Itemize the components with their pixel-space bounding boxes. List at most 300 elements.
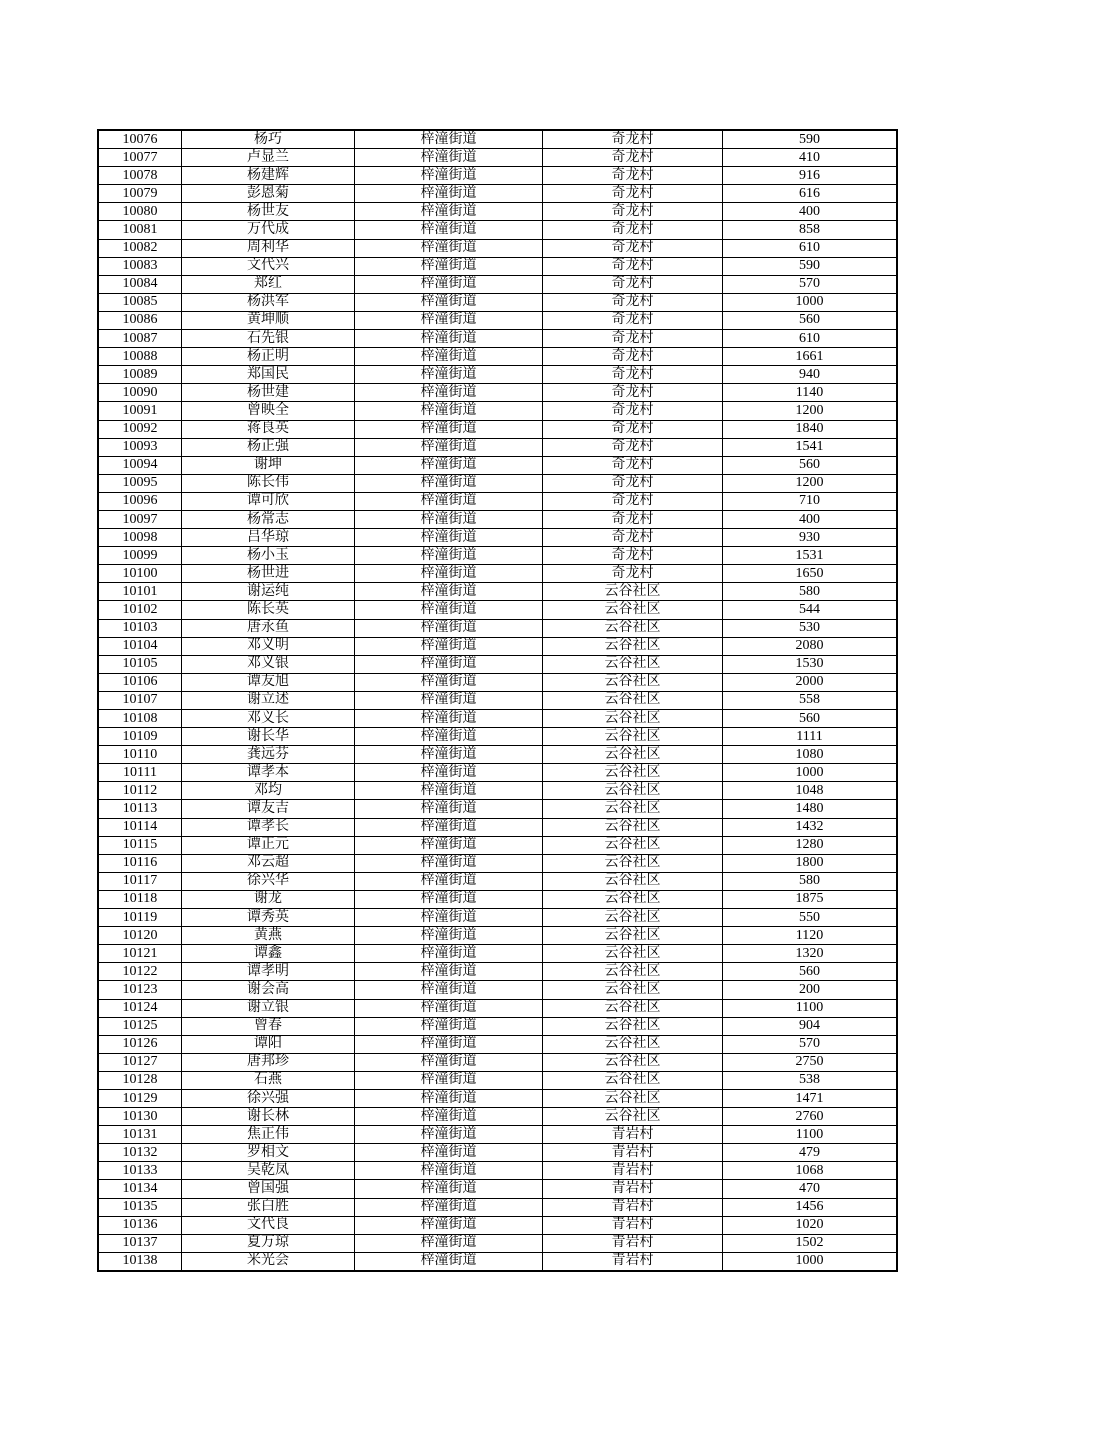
- table-row: [98, 1234, 897, 1252]
- street-cell: 梓潼街道: [355, 710, 543, 728]
- village-cell: 青岩村: [543, 1234, 723, 1252]
- village-cell: 奇龙村: [543, 330, 723, 348]
- street-cell: 梓潼街道: [355, 149, 543, 167]
- amount-cell: 1502: [723, 1234, 898, 1252]
- name-cell: 焦正伟: [182, 1126, 355, 1144]
- street-cell: 梓潼街道: [355, 764, 543, 782]
- id-cell: 10086: [98, 311, 182, 329]
- village-cell: 青岩村: [543, 1252, 723, 1271]
- id-cell: 10132: [98, 1144, 182, 1162]
- id-cell: 10138: [98, 1252, 182, 1271]
- amount-cell: 570: [723, 275, 898, 293]
- name-cell: 卢显兰: [182, 149, 355, 167]
- amount-cell: 560: [723, 963, 898, 981]
- street-cell: 梓潼街道: [355, 836, 543, 854]
- name-cell: 谢长林: [182, 1108, 355, 1126]
- name-cell: 谢运纯: [182, 583, 355, 601]
- table-row: [98, 420, 897, 438]
- name-cell: 米光会: [182, 1252, 355, 1271]
- table-row: [98, 239, 897, 257]
- village-cell: 奇龙村: [543, 257, 723, 275]
- street-cell: 梓潼街道: [355, 963, 543, 981]
- table-row: [98, 529, 897, 547]
- id-cell: 10125: [98, 1017, 182, 1035]
- name-cell: 罗相文: [182, 1144, 355, 1162]
- amount-cell: 560: [723, 311, 898, 329]
- name-cell: 杨世进: [182, 565, 355, 583]
- street-cell: 梓潼街道: [355, 474, 543, 492]
- id-cell: 10120: [98, 927, 182, 945]
- id-cell: 10081: [98, 221, 182, 239]
- id-cell: 10101: [98, 583, 182, 601]
- street-cell: 梓潼街道: [355, 1017, 543, 1035]
- amount-cell: 1320: [723, 945, 898, 963]
- table-row: [98, 782, 897, 800]
- table-row: [98, 836, 897, 854]
- id-cell: 10094: [98, 456, 182, 474]
- amount-cell: 400: [723, 510, 898, 528]
- amount-cell: 616: [723, 185, 898, 203]
- street-cell: 梓潼街道: [355, 239, 543, 257]
- amount-cell: 1200: [723, 474, 898, 492]
- name-cell: 唐邦珍: [182, 1053, 355, 1071]
- street-cell: 梓潼街道: [355, 203, 543, 221]
- table-row: [98, 167, 897, 185]
- id-cell: 10090: [98, 384, 182, 402]
- name-cell: 谢龙: [182, 890, 355, 908]
- id-cell: 10123: [98, 981, 182, 999]
- street-cell: 梓潼街道: [355, 1126, 543, 1144]
- village-cell: 云谷社区: [543, 999, 723, 1017]
- street-cell: 梓潼街道: [355, 185, 543, 203]
- amount-cell: 1530: [723, 655, 898, 673]
- village-cell: 青岩村: [543, 1216, 723, 1234]
- street-cell: 梓潼街道: [355, 746, 543, 764]
- village-cell: 奇龙村: [543, 221, 723, 239]
- amount-cell: 560: [723, 710, 898, 728]
- table-row: [98, 203, 897, 221]
- name-cell: 周利华: [182, 239, 355, 257]
- name-cell: 唐永鱼: [182, 619, 355, 637]
- village-cell: 云谷社区: [543, 764, 723, 782]
- street-cell: 梓潼街道: [355, 655, 543, 673]
- amount-cell: 1456: [723, 1198, 898, 1216]
- street-cell: 梓潼街道: [355, 221, 543, 239]
- table-row: [98, 1216, 897, 1234]
- table-row: [98, 149, 897, 167]
- name-cell: 郑红: [182, 275, 355, 293]
- village-cell: 云谷社区: [543, 583, 723, 601]
- name-cell: 谭友吉: [182, 800, 355, 818]
- street-cell: 梓潼街道: [355, 456, 543, 474]
- street-cell: 梓潼街道: [355, 402, 543, 420]
- name-cell: 谭孝明: [182, 963, 355, 981]
- village-cell: 奇龙村: [543, 293, 723, 311]
- street-cell: 梓潼街道: [355, 854, 543, 872]
- name-cell: 谭鑫: [182, 945, 355, 963]
- amount-cell: 479: [723, 1144, 898, 1162]
- amount-cell: 580: [723, 872, 898, 890]
- street-cell: 梓潼街道: [355, 1071, 543, 1089]
- village-cell: 云谷社区: [543, 1089, 723, 1107]
- amount-cell: 1140: [723, 384, 898, 402]
- name-cell: 谢立述: [182, 691, 355, 709]
- id-cell: 10118: [98, 890, 182, 908]
- street-cell: 梓潼街道: [355, 1252, 543, 1271]
- id-cell: 10109: [98, 728, 182, 746]
- village-cell: 云谷社区: [543, 890, 723, 908]
- village-cell: 云谷社区: [543, 782, 723, 800]
- table-row: [98, 1162, 897, 1180]
- id-cell: 10135: [98, 1198, 182, 1216]
- village-cell: 青岩村: [543, 1126, 723, 1144]
- street-cell: 梓潼街道: [355, 1198, 543, 1216]
- id-cell: 10100: [98, 565, 182, 583]
- village-cell: 奇龙村: [543, 456, 723, 474]
- street-cell: 梓潼街道: [355, 492, 543, 510]
- village-cell: 奇龙村: [543, 529, 723, 547]
- table-row: [98, 547, 897, 565]
- id-cell: 10077: [98, 149, 182, 167]
- street-cell: 梓潼街道: [355, 619, 543, 637]
- amount-cell: 2750: [723, 1053, 898, 1071]
- id-cell: 10133: [98, 1162, 182, 1180]
- village-cell: 奇龙村: [543, 130, 723, 149]
- amount-cell: 538: [723, 1071, 898, 1089]
- table-row: [98, 728, 897, 746]
- name-cell: 杨巧: [182, 130, 355, 149]
- table-row: [98, 492, 897, 510]
- amount-cell: 410: [723, 149, 898, 167]
- village-cell: 奇龙村: [543, 492, 723, 510]
- village-cell: 云谷社区: [543, 1017, 723, 1035]
- table-row: [98, 130, 897, 149]
- street-cell: 梓潼街道: [355, 366, 543, 384]
- id-cell: 10095: [98, 474, 182, 492]
- id-cell: 10129: [98, 1089, 182, 1107]
- street-cell: 梓潼街道: [355, 275, 543, 293]
- id-cell: 10128: [98, 1071, 182, 1089]
- name-cell: 杨常志: [182, 510, 355, 528]
- id-cell: 10110: [98, 746, 182, 764]
- amount-cell: 2000: [723, 673, 898, 691]
- name-cell: 彭恩菊: [182, 185, 355, 203]
- table-row: [98, 1089, 897, 1107]
- id-cell: 10088: [98, 348, 182, 366]
- table-row: [98, 474, 897, 492]
- table-row: [98, 510, 897, 528]
- name-cell: 邓义银: [182, 655, 355, 673]
- name-cell: 谭友旭: [182, 673, 355, 691]
- amount-cell: 2080: [723, 637, 898, 655]
- id-cell: 10111: [98, 764, 182, 782]
- table-row: [98, 945, 897, 963]
- name-cell: 邓均: [182, 782, 355, 800]
- id-cell: 10116: [98, 854, 182, 872]
- id-cell: 10087: [98, 330, 182, 348]
- id-cell: 10084: [98, 275, 182, 293]
- name-cell: 邓云超: [182, 854, 355, 872]
- village-cell: 云谷社区: [543, 728, 723, 746]
- table-row: [98, 1180, 897, 1198]
- village-cell: 云谷社区: [543, 710, 723, 728]
- name-cell: 吴乾凤: [182, 1162, 355, 1180]
- village-cell: 奇龙村: [543, 149, 723, 167]
- id-cell: 10098: [98, 529, 182, 547]
- amount-cell: 400: [723, 203, 898, 221]
- amount-cell: 590: [723, 130, 898, 149]
- amount-cell: 1480: [723, 800, 898, 818]
- street-cell: 梓潼街道: [355, 1053, 543, 1071]
- amount-cell: 1120: [723, 927, 898, 945]
- id-cell: 10136: [98, 1216, 182, 1234]
- name-cell: 谭可欣: [182, 492, 355, 510]
- id-cell: 10091: [98, 402, 182, 420]
- table-row: [98, 348, 897, 366]
- amount-cell: 570: [723, 1035, 898, 1053]
- street-cell: 梓潼街道: [355, 945, 543, 963]
- name-cell: 曾映全: [182, 402, 355, 420]
- street-cell: 梓潼街道: [355, 510, 543, 528]
- table-row: [98, 221, 897, 239]
- id-cell: 10076: [98, 130, 182, 149]
- name-cell: 曾国强: [182, 1180, 355, 1198]
- id-cell: 10092: [98, 420, 182, 438]
- id-cell: 10102: [98, 601, 182, 619]
- amount-cell: 710: [723, 492, 898, 510]
- amount-cell: 1020: [723, 1216, 898, 1234]
- amount-cell: 1080: [723, 746, 898, 764]
- table-row: [98, 1035, 897, 1053]
- street-cell: 梓潼街道: [355, 691, 543, 709]
- table-row: [98, 257, 897, 275]
- village-cell: 云谷社区: [543, 637, 723, 655]
- amount-cell: 858: [723, 221, 898, 239]
- name-cell: 石先银: [182, 330, 355, 348]
- street-cell: 梓潼街道: [355, 311, 543, 329]
- id-cell: 10119: [98, 909, 182, 927]
- street-cell: 梓潼街道: [355, 890, 543, 908]
- village-cell: 云谷社区: [543, 800, 723, 818]
- id-cell: 10134: [98, 1180, 182, 1198]
- name-cell: 谢会高: [182, 981, 355, 999]
- id-cell: 10104: [98, 637, 182, 655]
- name-cell: 谢长华: [182, 728, 355, 746]
- street-cell: 梓潼街道: [355, 1216, 543, 1234]
- table-row: [98, 601, 897, 619]
- amount-cell: 2760: [723, 1108, 898, 1126]
- id-cell: 10080: [98, 203, 182, 221]
- id-cell: 10103: [98, 619, 182, 637]
- name-cell: 杨建辉: [182, 167, 355, 185]
- street-cell: 梓潼街道: [355, 438, 543, 456]
- street-cell: 梓潼街道: [355, 800, 543, 818]
- amount-cell: 610: [723, 330, 898, 348]
- street-cell: 梓潼街道: [355, 1180, 543, 1198]
- street-cell: 梓潼街道: [355, 130, 543, 149]
- id-cell: 10097: [98, 510, 182, 528]
- village-cell: 奇龙村: [543, 474, 723, 492]
- village-cell: 云谷社区: [543, 909, 723, 927]
- amount-cell: 1100: [723, 1126, 898, 1144]
- table-row: [98, 710, 897, 728]
- amount-cell: 1875: [723, 890, 898, 908]
- table-row: [98, 963, 897, 981]
- name-cell: 吕华琼: [182, 529, 355, 547]
- table-row: [98, 456, 897, 474]
- amount-cell: 544: [723, 601, 898, 619]
- name-cell: 黄燕: [182, 927, 355, 945]
- village-cell: 云谷社区: [543, 1108, 723, 1126]
- name-cell: 谭阳: [182, 1035, 355, 1053]
- table-row: [98, 619, 897, 637]
- table-row: [98, 1108, 897, 1126]
- id-cell: 10085: [98, 293, 182, 311]
- name-cell: 谭秀英: [182, 909, 355, 927]
- village-cell: 云谷社区: [543, 963, 723, 981]
- village-cell: 云谷社区: [543, 945, 723, 963]
- village-cell: 云谷社区: [543, 927, 723, 945]
- street-cell: 梓潼街道: [355, 583, 543, 601]
- name-cell: 文代良: [182, 1216, 355, 1234]
- street-cell: 梓潼街道: [355, 167, 543, 185]
- village-cell: 奇龙村: [543, 420, 723, 438]
- id-cell: 10115: [98, 836, 182, 854]
- street-cell: 梓潼街道: [355, 257, 543, 275]
- street-cell: 梓潼街道: [355, 981, 543, 999]
- id-cell: 10096: [98, 492, 182, 510]
- street-cell: 梓潼街道: [355, 637, 543, 655]
- amount-cell: 560: [723, 456, 898, 474]
- village-cell: 奇龙村: [543, 348, 723, 366]
- table-row: [98, 565, 897, 583]
- table-row: [98, 185, 897, 203]
- street-cell: 梓潼街道: [355, 1089, 543, 1107]
- village-cell: 云谷社区: [543, 691, 723, 709]
- village-cell: 青岩村: [543, 1144, 723, 1162]
- amount-cell: 1432: [723, 818, 898, 836]
- village-cell: 云谷社区: [543, 655, 723, 673]
- amount-cell: 1048: [723, 782, 898, 800]
- village-cell: 奇龙村: [543, 239, 723, 257]
- street-cell: 梓潼街道: [355, 330, 543, 348]
- table-row: [98, 818, 897, 836]
- name-cell: 曾春: [182, 1017, 355, 1035]
- village-cell: 青岩村: [543, 1198, 723, 1216]
- village-cell: 云谷社区: [543, 836, 723, 854]
- id-cell: 10131: [98, 1126, 182, 1144]
- table-row: [98, 330, 897, 348]
- name-cell: 龚远芬: [182, 746, 355, 764]
- street-cell: 梓潼街道: [355, 1162, 543, 1180]
- id-cell: 10137: [98, 1234, 182, 1252]
- amount-cell: 930: [723, 529, 898, 547]
- table-row: [98, 927, 897, 945]
- village-cell: 奇龙村: [543, 438, 723, 456]
- name-cell: 文代兴: [182, 257, 355, 275]
- table-row: [98, 402, 897, 420]
- table-row: [98, 673, 897, 691]
- name-cell: 谢坤: [182, 456, 355, 474]
- street-cell: 梓潼街道: [355, 728, 543, 746]
- name-cell: 石燕: [182, 1071, 355, 1089]
- id-cell: 10105: [98, 655, 182, 673]
- name-cell: 邓义明: [182, 637, 355, 655]
- village-cell: 奇龙村: [543, 547, 723, 565]
- amount-cell: 1068: [723, 1162, 898, 1180]
- amount-cell: 550: [723, 909, 898, 927]
- table-row: [98, 384, 897, 402]
- amount-cell: 1650: [723, 565, 898, 583]
- village-cell: 青岩村: [543, 1162, 723, 1180]
- village-cell: 奇龙村: [543, 366, 723, 384]
- village-cell: 奇龙村: [543, 565, 723, 583]
- village-cell: 奇龙村: [543, 167, 723, 185]
- name-cell: 杨正强: [182, 438, 355, 456]
- street-cell: 梓潼街道: [355, 1035, 543, 1053]
- street-cell: 梓潼街道: [355, 601, 543, 619]
- name-cell: 郑国民: [182, 366, 355, 384]
- amount-cell: 1000: [723, 764, 898, 782]
- id-cell: 10106: [98, 673, 182, 691]
- village-cell: 云谷社区: [543, 981, 723, 999]
- table-row: [98, 746, 897, 764]
- id-cell: 10127: [98, 1053, 182, 1071]
- amount-cell: 1541: [723, 438, 898, 456]
- table-row: [98, 854, 897, 872]
- street-cell: 梓潼街道: [355, 293, 543, 311]
- table-row: [98, 1126, 897, 1144]
- data-table: [97, 129, 898, 1272]
- id-cell: 10079: [98, 185, 182, 203]
- id-cell: 10093: [98, 438, 182, 456]
- table-row: [98, 438, 897, 456]
- street-cell: 梓潼街道: [355, 927, 543, 945]
- name-cell: 邓义长: [182, 710, 355, 728]
- id-cell: 10113: [98, 800, 182, 818]
- street-cell: 梓潼街道: [355, 818, 543, 836]
- amount-cell: 590: [723, 257, 898, 275]
- amount-cell: 1100: [723, 999, 898, 1017]
- name-cell: 谭正元: [182, 836, 355, 854]
- street-cell: 梓潼街道: [355, 1234, 543, 1252]
- amount-cell: 1471: [723, 1089, 898, 1107]
- name-cell: 徐兴华: [182, 872, 355, 890]
- id-cell: 10130: [98, 1108, 182, 1126]
- name-cell: 徐兴强: [182, 1089, 355, 1107]
- table-row: [98, 366, 897, 384]
- street-cell: 梓潼街道: [355, 909, 543, 927]
- amount-cell: 530: [723, 619, 898, 637]
- amount-cell: 580: [723, 583, 898, 601]
- village-cell: 奇龙村: [543, 311, 723, 329]
- amount-cell: 916: [723, 167, 898, 185]
- amount-cell: 904: [723, 1017, 898, 1035]
- name-cell: 杨洪军: [182, 293, 355, 311]
- village-cell: 云谷社区: [543, 872, 723, 890]
- id-cell: 10099: [98, 547, 182, 565]
- amount-cell: 1531: [723, 547, 898, 565]
- name-cell: 谭孝长: [182, 818, 355, 836]
- street-cell: 梓潼街道: [355, 782, 543, 800]
- village-cell: 云谷社区: [543, 1035, 723, 1053]
- table-row: [98, 1252, 897, 1271]
- table-row: [98, 583, 897, 601]
- name-cell: 谢立银: [182, 999, 355, 1017]
- name-cell: 蒋良英: [182, 420, 355, 438]
- table-row: [98, 1053, 897, 1071]
- street-cell: 梓潼街道: [355, 999, 543, 1017]
